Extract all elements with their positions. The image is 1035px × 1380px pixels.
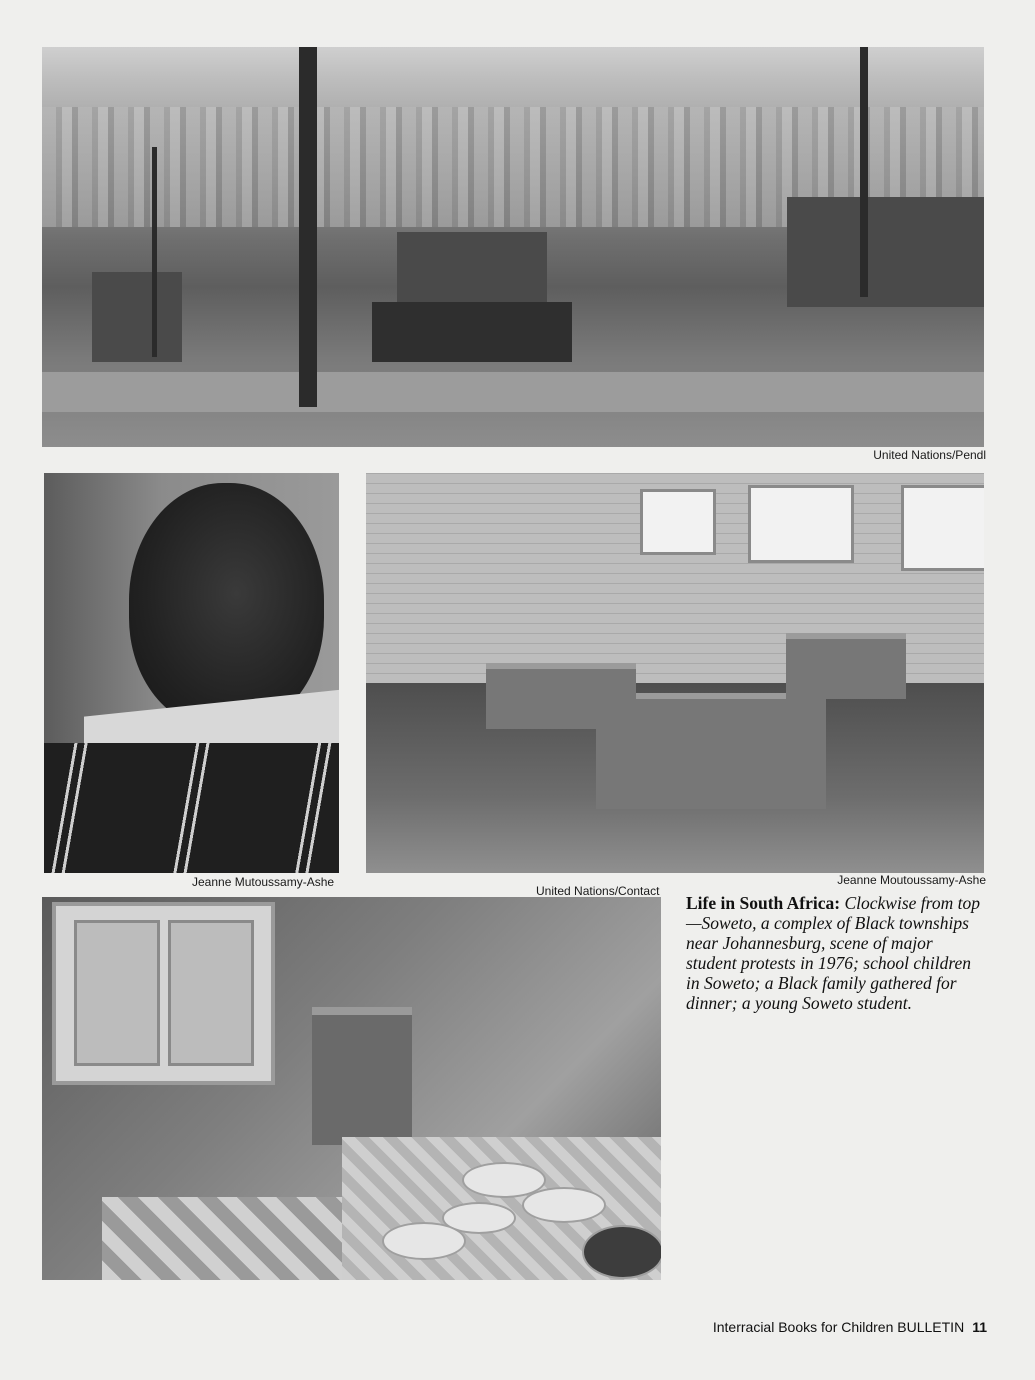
brick-house — [787, 197, 984, 307]
school-desk — [486, 663, 636, 729]
classroom-window — [748, 485, 854, 563]
photo-credit-boy: Jeanne Mutoussamy-Ashe — [192, 875, 335, 889]
caption-lead: Life in South Africa: — [686, 893, 841, 913]
utility-pole — [860, 47, 868, 297]
publication-name: Interracial Books for Children BULLETIN — [712, 1319, 965, 1335]
utility-pole — [152, 147, 157, 357]
cabinet-pane — [168, 920, 254, 1066]
utility-pole — [299, 47, 317, 407]
horse-cart — [372, 302, 572, 362]
classroom-window — [640, 489, 716, 555]
photo-credit-soweto: United Nations/Pendl — [873, 448, 986, 462]
brick-house — [92, 272, 182, 362]
photo-classroom — [366, 473, 984, 873]
boy-face — [129, 483, 324, 728]
school-desk — [786, 633, 906, 699]
plate — [382, 1222, 466, 1260]
plate — [522, 1187, 606, 1223]
brick-house — [397, 232, 547, 312]
photo-credit-family: United Nations/Contact — [536, 884, 660, 898]
tiled-floor — [102, 1197, 362, 1280]
photo-young-student — [44, 473, 339, 873]
basket — [582, 1225, 661, 1279]
photo-credit-classroom: Jeanne Moutoussamy-Ashe — [837, 873, 986, 887]
stove — [312, 1007, 412, 1145]
cabinet-pane — [74, 920, 160, 1066]
photo-soweto-townships — [42, 47, 984, 447]
page-number: 11 — [972, 1319, 987, 1335]
classroom-window — [901, 485, 984, 571]
striped-sweater — [44, 743, 339, 873]
road — [42, 372, 984, 412]
page-footer — [713, 1319, 987, 1335]
caption-body: Clockwise from top—Soweto, a complex of Black townships near Johannesburg, scene of major student protests in 1976; school children in Soweto; a Black family gathered for dinner; a young Soweto student. — [686, 893, 980, 1013]
kitchen-cabinet — [52, 902, 275, 1085]
photo-family-dinner — [42, 897, 661, 1280]
photo-caption — [686, 893, 986, 1013]
